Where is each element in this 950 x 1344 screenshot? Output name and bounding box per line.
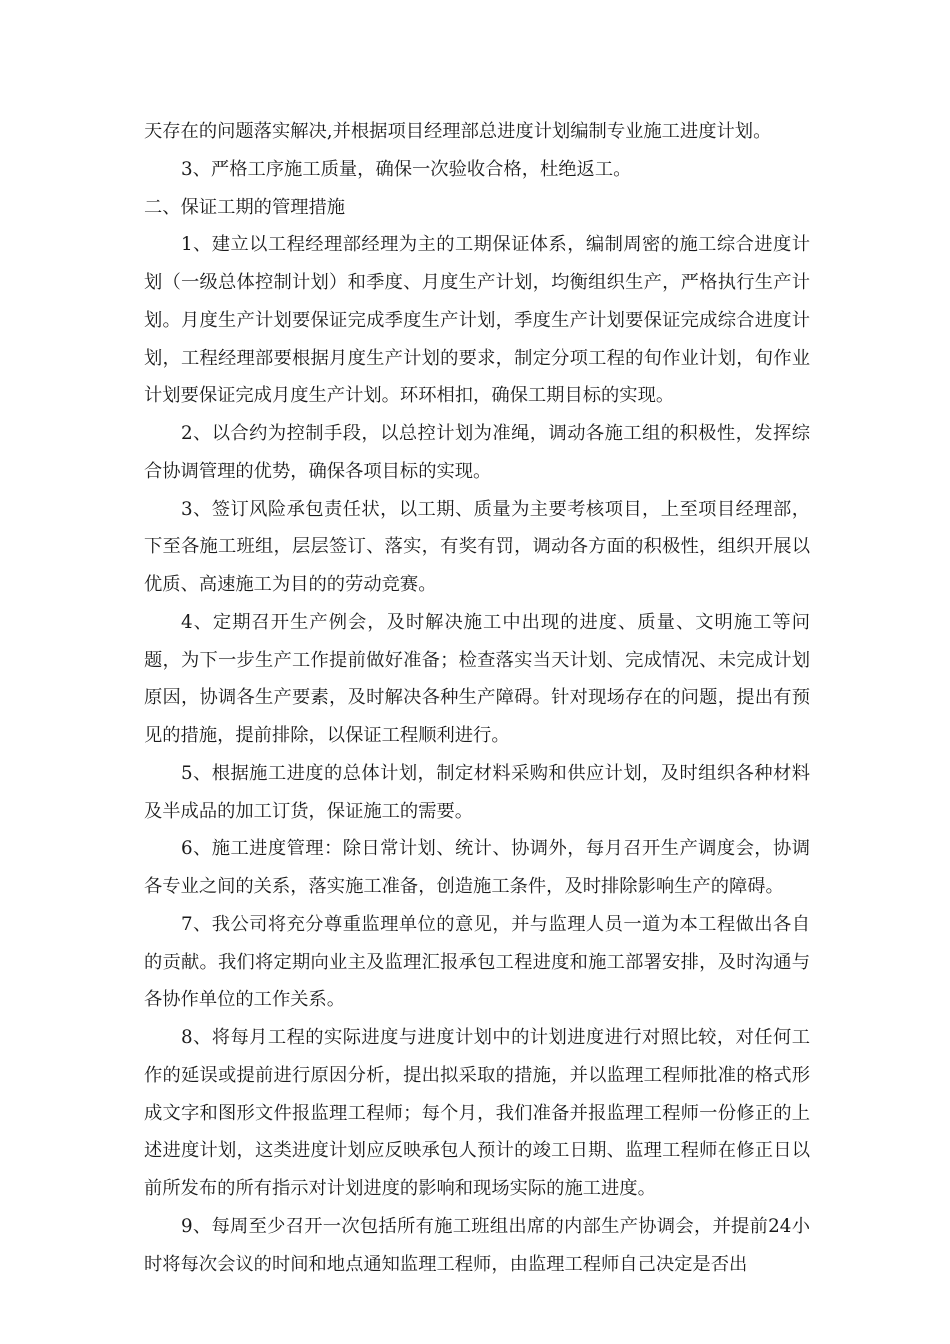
continued-paragraph: 天存在的问题落实解决,并根据项目经理部总进度计划编制专业施工进度计划。 — [144, 121, 772, 142]
section-heading: 二、保证工期的管理措施 — [144, 196, 346, 218]
list-item-4: 4、定期召开生产例会，及时解决施工中出现的进度、质量、文明施工等问题，为下一步生产工作提前做好准备；检查落实当天计划、完成情况、未完成计划原因，协调各生产要素，及时解决各种生产障碍。针对现场存在的问题，提出有预见的措施，提前排除，以保证工程顺利进行。 — [144, 611, 810, 746]
list-item-6: 6、施工进度管理：除日常计划、统计、协调外，每月召开生产调度会，协调各专业之间的关系，落实施工准备，创造施工条件，及时排除影响生产的障碍。 — [144, 838, 810, 897]
list-item-8: 8、将每月工程的实际进度与进度计划中的计划进度进行对照比较，对任何工作的延误或提前进行原因分析，提出拟采取的措施，并以监理工程师批准的格式形成文字和图形文件报监理工程师；每个月，我们准备并报监理工程师一份修正的上述进度计划，这类进度计划应反映承包人预计的竣工日期、监理工程师在修正日以前所发布的所有指示对计划进度的影响和现场实际的施工进度。 — [144, 1027, 810, 1199]
list-item-7: 7、我公司将充分尊重监理单位的意见，并与监理人员一道为本工程做出各自的贡献。我们将定期向业主及监理汇报承包工程进度和施工部署安排，及时沟通与各协作单位的工作关系。 — [144, 913, 810, 1011]
list-item-3: 3、签订风险承包责任状，以工期、质量为主要考核项目，上至项目经理部，下至各施工班组，层层签订、落实，有奖有罚，调动各方面的积极性，组织开展以优质、高速施工为目的的劳动竞赛。 — [144, 498, 810, 595]
list-item-9: 9、每周至少召开一次包括所有施工班组出席的内部生产协调会，并提前24小时将每次会议的时间和地点通知监理工程师，由监理工程师自己决定是否出 — [144, 1215, 810, 1275]
document-body — [144, 113, 810, 1283]
list-item-5: 5、根据施工进度的总体计划，制定材料采购和供应计划，及时组织各种材料及半成品的加工订货，保证施工的需要。 — [144, 762, 810, 822]
list-item-3-quality: 3、严格工序施工质量，确保一次验收合格，杜绝返工。 — [181, 158, 632, 180]
list-item-1: 1、建立以工程经理部经理为主的工期保证体系，编制周密的施工综合进度计划（一级总体控制计划）和季度、月度生产计划，均衡组织生产，严格执行生产计划。月度生产计划要保证完成季度生产计划，季度生产计划要保证完成综合进度计划，工程经理部要根据月度生产计划的要求，制定分项工程的旬作业计划，旬作业计划要保证完成月度生产计划。环环相扣，确保工期目标的实现。 — [144, 234, 810, 407]
list-item-2: 2、以合约为控制手段，以总控计划为准绳，调动各施工组的积极性，发挥综合协调管理的优势，确保各项目标的实现。 — [144, 423, 810, 482]
